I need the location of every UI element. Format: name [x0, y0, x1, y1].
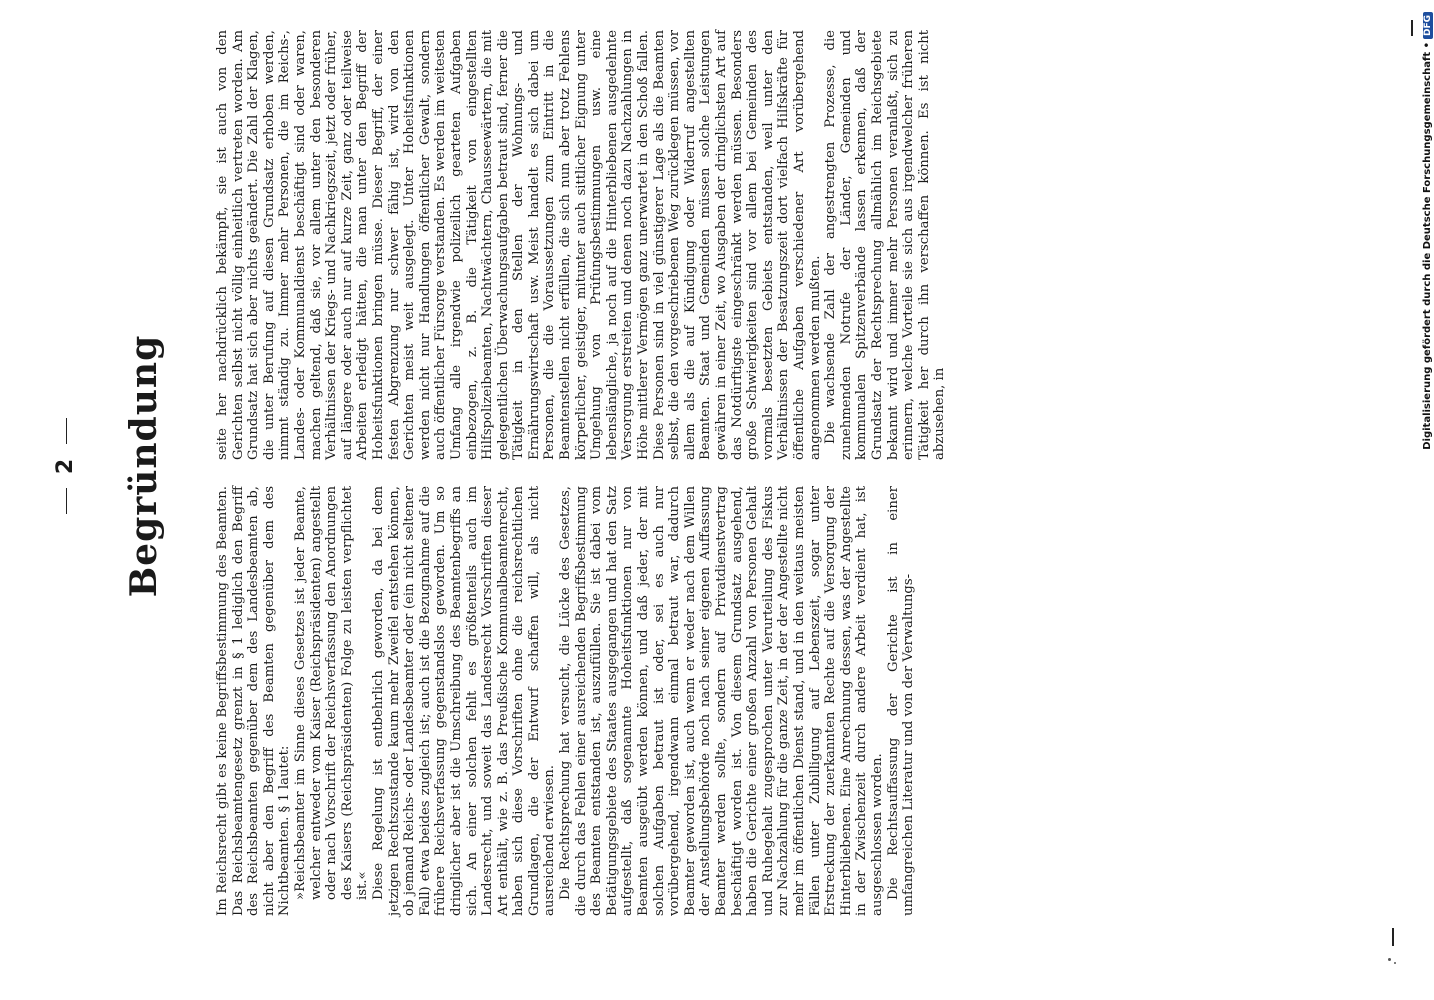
scan-speck [1394, 962, 1396, 964]
margin-credit-text: Digitalisierung gefördert durch die Deutsche Forschungsgemeinschaft • [1422, 42, 1433, 450]
crop-mark-top [1411, 20, 1413, 36]
page-number-dash-right [66, 418, 67, 444]
text-column-left [215, 486, 917, 916]
document-page [35, 16, 1075, 916]
paragraph: Diese Regelung ist entbehrlich geworden, da bei dem jetzigen Rechtszustande kaum mehr Zweifel entstehen können, ob jemand Reichs- oder Landesbeamter oder (ein nicht seltener Fall) etwa beides zugleich ist; auch ist die Bezugnahme auf die frühere Reichsverfassung gegenstandslos geworden. Um so dringlicher aber ist die Umschreibung des Beamtenbegriffs an sich. An einer solchen fehlt es größtenteils auch im Landesrecht, und soweit das Landesrecht Vorschriften dieser Art enthält, wie z. B. das Preußische Kommunalbeamtenrecht, haben sich diese Vorschriften ohne die reichsrechtlichen Grundlagen, die der Entwurf schaffen will, als nicht ausreichend erwiesen. [370, 486, 558, 916]
page-number-dash-left [66, 488, 67, 514]
paragraph: Im Reichsrecht gibt es keine Begriffsbestimmung des Beamten. Das Reichsbeamtengesetz grenzt in § 1 lediglich den Begriff des Reichsbeamten gegenüber dem des Landesbeamten ab, nicht aber den Begriff des Beamten gegenüber dem des Nichtbeamten. § 1 lautet: [215, 486, 293, 916]
margin-credit [1422, 12, 1434, 912]
text-column-right [215, 30, 948, 460]
dfg-logo: DFG [1423, 12, 1433, 39]
paragraph: Die Rechtsauffassung der Gerichte ist in einer umfangreichen Literatur und von der Verwaltungs- [885, 486, 917, 916]
crop-mark-bottom [1392, 928, 1394, 946]
page-number [53, 16, 78, 916]
quotation-paragraph: »Reichsbeamter im Sinne dieses Gesetzes ist jeder Beamte, welcher entweder vom Kaiser (Reichspräsidenten) angestellt oder nach Vorschrift der Reichsverfassung den Anordnungen des Kaisers (Reichspräsidenten) Folge zu leisten verpflichtet ist.« [292, 486, 371, 900]
paragraph: Die wachsende Zahl der angestrengten Prozesse, die zunehmenden Notrufe der Länder, Gemeinden und kommunalen Spitzenverbände lassen erkennen, daß der Grundsatz der Rechtsprechung allmählich im Reichsgebiete bekannt wird und immer mehr Personen veranlaßt, sich zu erinnern, welche Vorteile sie sich aus irgendwelcher früheren Tätigkeit her durch ihn verschaffen können. Es ist nicht abzusehen, in [823, 30, 948, 460]
page-number-text: 2 [53, 457, 78, 475]
paragraph: Die Rechtsprechung hat versucht, die Lücke des Gesetzes, die durch das Fehlen einer ausreichenden Begriffsbestimmung des Beamten entstanden ist, auszufüllen. Sie ist dabei vom Betätigungsgebiete des Staates ausgegangen und hat den Satz aufgestellt, daß sogenannte Hoheitsfunktionen nur von Beamten ausgeübt werden können, und daß jeder, der mit solchen Aufgaben betraut ist oder, sei es auch nur vorübergehend, irgendwann einmal betraut war, dadurch Beamter geworden ist, auch wenn er weder nach dem Willen der Anstellungsbehörde noch nach seiner eigenen Auffassung Beamter werden sollte, sondern auf Privatdienstvertrag beschäftigt worden ist. Von diesem Grundsatz ausgehend, haben die Gerichte einer großen Anzahl von Personen Gehalt und Ruhegehalt zugesprochen unter Verurteilung des Fiskus zur Nachzahlung für die ganze Zeit, in der der Angestellte nicht mehr im öffentlichen Dienst stand, und in den weitaus meisten Fällen unter Zubilligung auf Lebenszeit, sogar unter Erstreckung der zuerkannten Rechte auf die Versorgung der Hinterbliebenen. Eine Anrechnung dessen, was der Angestellte in der Zwischenzeit durch andere Arbeit verdient hat, ist ausgeschlossen worden. [558, 486, 885, 916]
page-title: Begründung [123, 334, 165, 598]
scan-speck [1388, 958, 1391, 961]
paragraph: seite her nachdrücklich bekämpft, sie ist auch von den Gerichten selbst nicht völlig einheitlich vertreten worden. Am Grundsatz hat sich aber nichts geändert. Die Zahl der Klagen, die unter Berufung auf diesen Grundsatz erhoben werden, nimmt ständig zu. Immer mehr Personen, die im Reichs-, Landes- oder Kommunaldienst beschäftigt sind oder waren, machen geltend, daß sie, vor allem unter den besonderen Verhältnissen der Kriegs- und Nachkriegszeit, jetzt oder früher, auf längere oder auch nur auf kurze Zeit, ganz oder teilweise Arbeiten erledigt hätten, die man unter den Begriff der Hoheitsfunktionen bringen müsse. Dieser Begriff, der einer festen Abgrenzung nur schwer fähig ist, wird von den Gerichten meist weit ausgelegt. Unter Hoheitsfunktionen werden nicht nur Handlungen öffentlicher Gewalt, sondern auch öffentlicher Fürsorge verstanden. Es werden im weitesten Umfang alle irgendwie polizeilich gearteten Aufgaben einbezogen, z. B. die Tätigkeit von eingestellten Hilfspolizeibeamten, Nachtwächtern, Chausseewärtern, die mit gelegentlichen Überwachungsaufgaben betraut sind, ferner die Tätigkeit in den Stellen der Wohnungs- und Ernährungswirtschaft usw. Meist handelt es sich dabei um Personen, die die Voraussetzungen zum Eintritt in die Beamtenstellen nicht erfüllen, die sich nun aber trotz Fehlens körperlicher, geistiger, mitunter auch sittlicher Eignung unter Umgehung von Prüfungsbestimmungen usw. eine lebenslängliche, ja noch auf die Hinterbliebenen ausgedehnte Versorgung erstreiten und denen noch dazu Nachzahlungen in Höhe mittlerer Vermögen ganz unerwartet in den Schoß fallen. Diese Personen sind in viel günstigerer Lage als die Beamten selbst, die den vorgeschriebenen Weg zurücklegen müssen, vor allem als die auf Kündigung oder Widerruf angestellten Beamten. Staat und Gemeinden müssen solche Leistungen gewähren in einer Zeit, wo Ausgaben der dringlichsten Art auf das Notdürftigste eingeschränkt werden müssen. Besonders große Schwierigkeiten sind vor allem bei Gemeinden des vormals besetzten Gebiets entstanden, weil unter den Verhältnissen der Besatzungszeit dort vielfach Hilfskräfte für öffentliche Aufgaben verschiedener Art vorübergehend angenommen werden mußten. [215, 30, 823, 460]
